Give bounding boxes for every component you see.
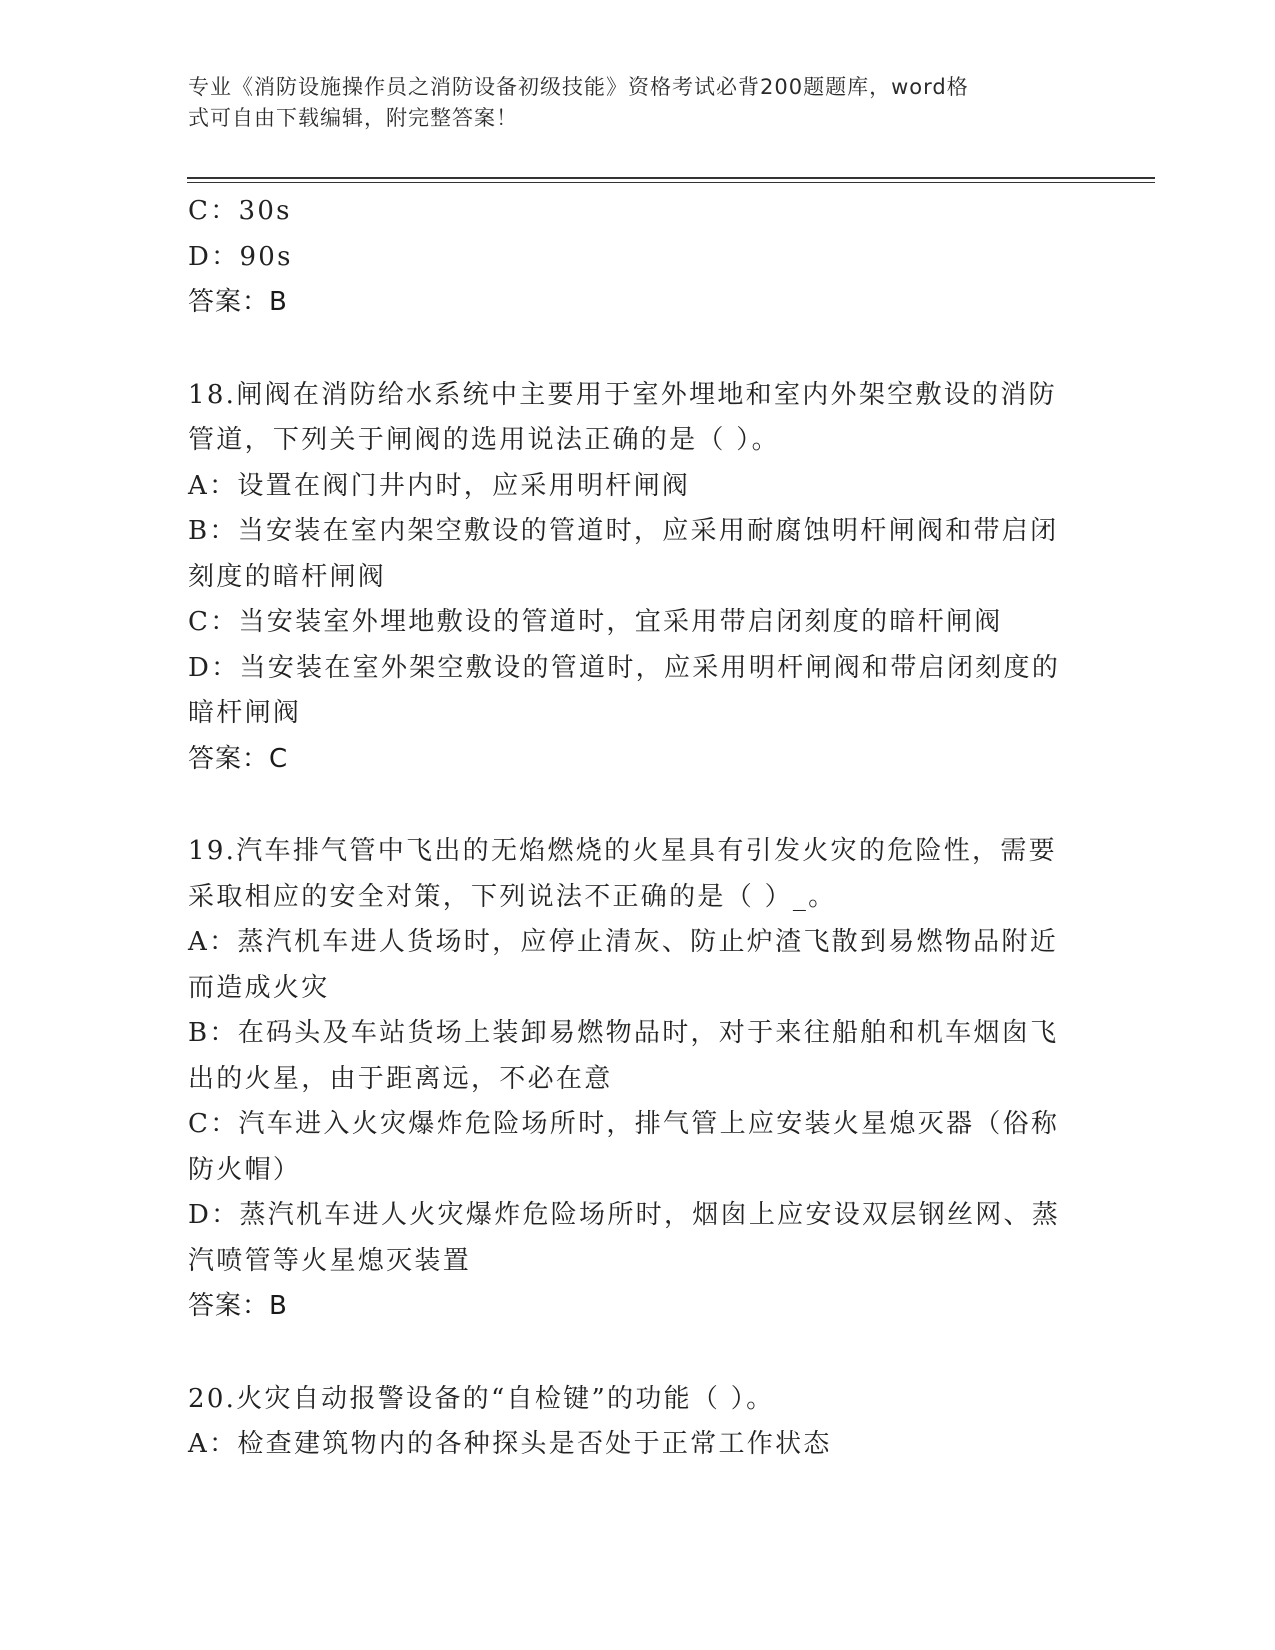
option-b: B：当安装在室内架空敷设的管道时，应采用耐腐蚀明杆闸阀和带启闭	[188, 516, 1059, 546]
option-c: C：当安装室外埋地敷设的管道时，宜采用带启闭刻度的暗杆闸阀	[188, 607, 1003, 637]
header-line-2: 式可自由下载编辑，附完整答案！	[188, 106, 518, 130]
question-stem-cont: 采取相应的安全对策，下列说法不正确的是（ ）_。	[188, 881, 837, 912]
question-18	[188, 373, 1088, 783]
header-divider-thick	[187, 177, 1155, 179]
spacer	[188, 326, 1088, 373]
option-d-cont: 暗杆闸阀	[188, 698, 302, 728]
question-17-tail	[188, 189, 1088, 326]
question-stem-cont: 管道，下列关于闸阀的选用说法正确的是（ ）。	[188, 425, 780, 455]
question-19	[188, 829, 1088, 1330]
header-divider-thin	[187, 182, 1155, 183]
option-b-cont: 刻度的暗杆闸阀	[188, 561, 387, 592]
question-20	[188, 1377, 1088, 1468]
option-a: A：蒸汽机车进人货场时，应停止清灰、防止炉渣飞散到易燃物品附近	[188, 927, 1059, 957]
option-b: B：在码头及车站货场上装卸易燃物品时，对于来往船舶和机车烟囱飞	[188, 1018, 1059, 1048]
option-c: C：汽车进入火灾爆炸危险场所时，排气管上应安装火星熄灭器（俗称	[188, 1109, 1060, 1139]
answer-line: 答案：B	[188, 287, 288, 317]
option-b-cont: 出的火星，由于距离远，不必在意	[188, 1063, 613, 1094]
answer-line: 答案：C	[188, 743, 289, 774]
answer-line: 答案：B	[188, 1291, 288, 1321]
option-c: C：30s	[188, 196, 292, 226]
spacer	[188, 782, 1088, 829]
option-a: A：设置在阀门井内时，应采用明杆闸阀	[188, 470, 691, 501]
question-list	[188, 189, 1088, 1468]
spacer	[188, 1330, 1088, 1377]
option-a-cont: 而造成火灾	[188, 972, 330, 1003]
document-header	[188, 72, 1068, 134]
option-d-cont: 汽喷管等火星熄灭装置	[188, 1245, 472, 1276]
option-c-cont: 防火帽）	[188, 1154, 302, 1185]
option-d: D：蒸汽机车进人火灾爆炸危险场所时，烟囱上应安设双层钢丝网、蒸	[188, 1200, 1061, 1230]
option-a: A：检查建筑物内的各种探头是否处于正常工作状态	[188, 1429, 832, 1459]
option-d: D：90s	[188, 241, 293, 272]
question-stem: 20.火灾自动报警设备的“自检键”的功能（ ）。	[188, 1383, 775, 1414]
question-stem: 19.汽车排气管中飞出的无焰燃烧的火星具有引发火灾的危险性，需要	[188, 836, 1057, 866]
header-line-1: 专业《消防设施操作员之消防设备初级技能》资格考试必背200题题库，word格	[188, 75, 969, 99]
question-stem: 18.闸阀在消防给水系统中主要用于室外埋地和室内外架空敷设的消防	[188, 379, 1057, 410]
option-d: D：当安装在室外架空敷设的管道时，应采用明杆闸阀和带启闭刻度的	[188, 652, 1061, 683]
